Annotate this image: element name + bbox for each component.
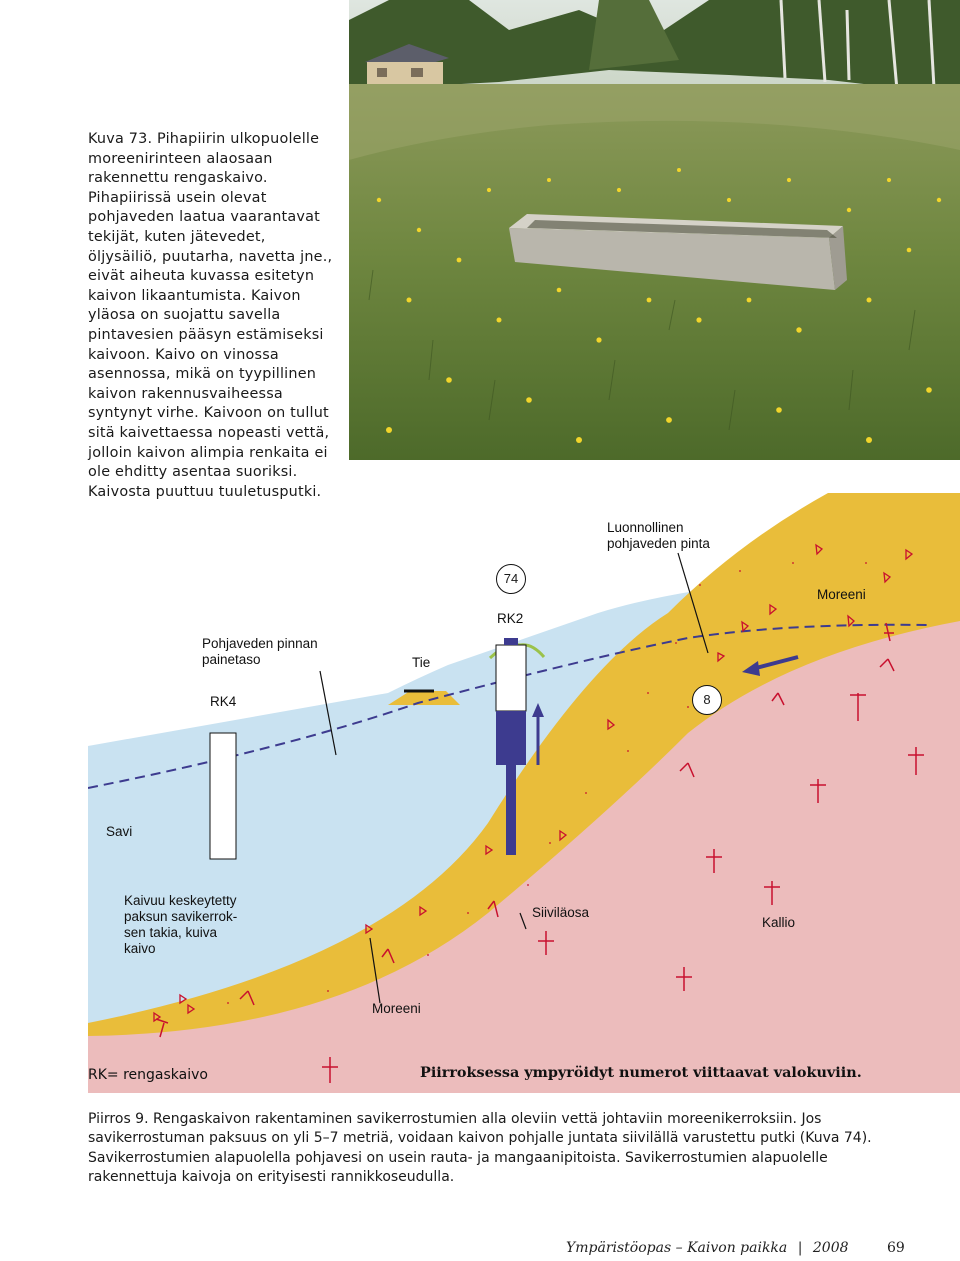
footer-publication: Ympäristöopas (566, 1240, 672, 1256)
circle-ref-74: 74 (496, 564, 526, 594)
page-footer: Ympäristöopas – Kaivon paikka | 2008 69 (566, 1240, 905, 1256)
photo-caption-73 (88, 130, 338, 502)
label-rk2: RK2 (497, 611, 524, 626)
legend-circle-note: Piirroksessa ympyröidyt numerot viittaavat valokuviin. (420, 1064, 862, 1081)
rk4-well (210, 733, 236, 859)
circle-ref-8: 8 (692, 685, 722, 715)
label-dig-stopped: Kaivuu keskeytetty paksun savikerrok- sen takia, kuiva kaivo (124, 893, 238, 956)
label-moreeni-bottom: Moreeni (372, 1001, 421, 1016)
footer-title: Kaivon paikka (687, 1240, 788, 1256)
screen-pipe (506, 765, 516, 855)
label-natural-groundwater: Luonnollinen pohjaveden pinta (607, 520, 710, 551)
well-cross-section-diagram (88, 493, 960, 1093)
caption-text: Kuva 73. Pihapiirin ulkopuolelle moreenirinteen alaosaan rakennettu rengaskaivo. Pihapiirissä usein olevat pohjaveden laatua vaarantavat tekijät, kuten jätevedet, öljysäiliö, puutarha, navetta jne., eivät aiheuta kuvassa esitetyn kaivon likaantumista. Kaivon yläosa on suojattu savella pintavesien pääsyn estämiseksi kaivoon. Kaivo on vinossa asennossa, mikä on tyypillinen kaivon rakennusvaiheessa syntynyt virhe. Kaivoon on tullut sitä kaivettaessa nopeasti vettä, jolloin kaivon alimpia renkaita ei ole ehditty asentaa suoriksi. Kaivosta puuttuu tuuletusputki. (88, 131, 333, 500)
label-rk4: RK4 (210, 694, 237, 709)
legend-abbreviation: RK= rengaskaivo (88, 1067, 208, 1083)
page-number: 69 (886, 1240, 905, 1256)
label-kallio: Kallio (762, 915, 796, 930)
figure-caption-9: Piirros 9. Rengaskaivon rakentaminen savikerrostumien alla oleviin vettä johtaviin moreenikerroksiin. Jos savikerrostuman paksuus on yli 5–7 metriä, voidaan kaivon pohjalle juntata siivilällä varustettu putki (Kuva 74). Savikerrostumien alapuolella pohjavesi on usein rauta- ja mangaanipitoista. Savikerrostumien alapuolelle rakennettuja kaivoja on erityisesti rannikkoseudulla. (88, 1111, 872, 1186)
label-moreeni-top: Moreeni (817, 587, 866, 602)
well-photo (349, 0, 960, 460)
label-depressed-groundwater: Pohjaveden pinnan painetaso (202, 636, 318, 667)
label-tie: Tie (412, 655, 431, 670)
well-photo-illustration (349, 0, 960, 460)
rk2-well (496, 645, 526, 711)
footer-year: 2008 (812, 1240, 849, 1256)
label-siivilaosa: Siiviläosa (532, 905, 590, 920)
label-savi: Savi (106, 824, 133, 839)
